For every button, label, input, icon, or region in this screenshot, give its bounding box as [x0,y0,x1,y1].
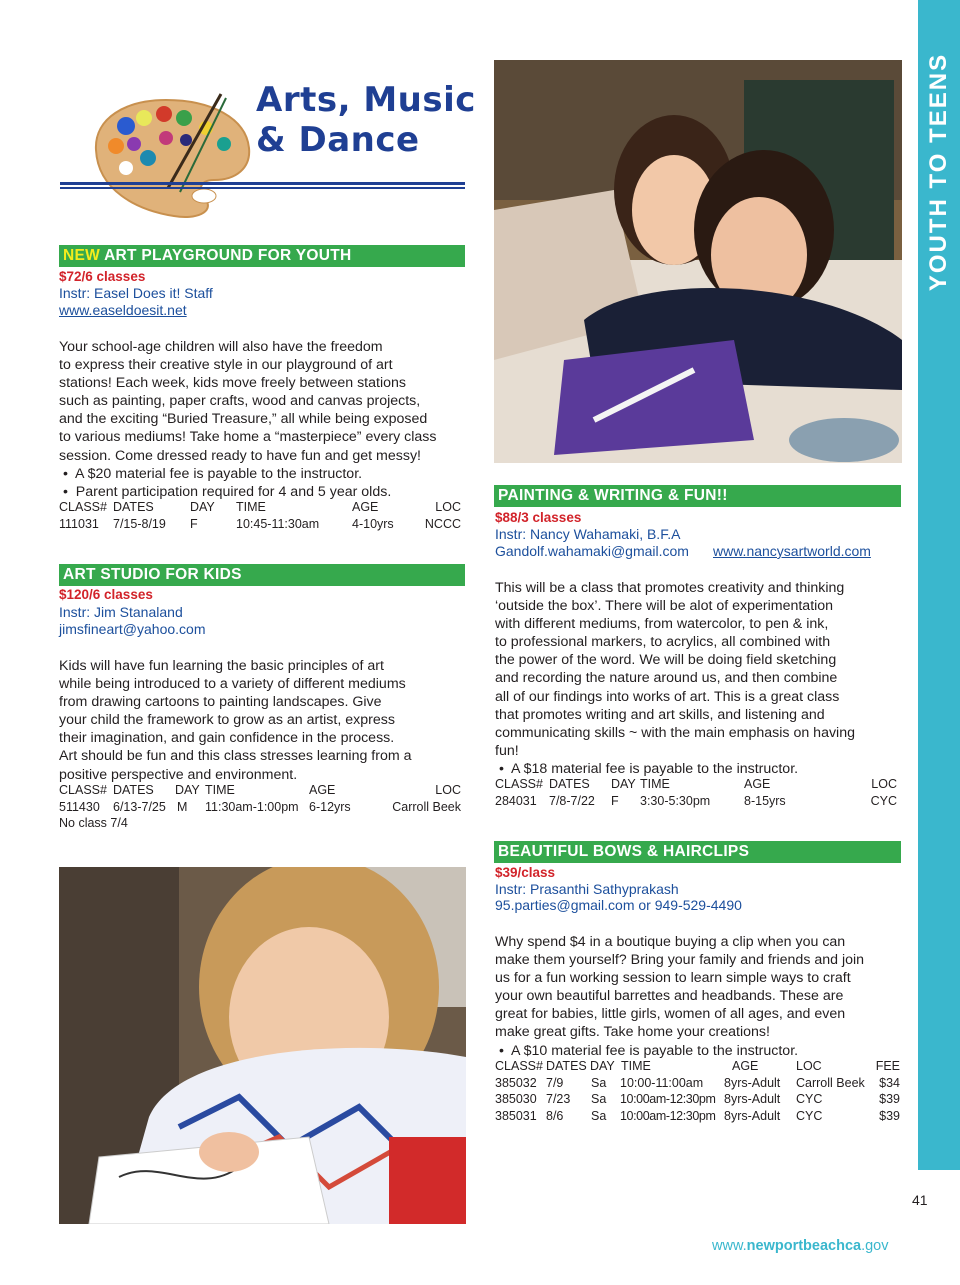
website-link[interactable]: www.easeldoesit.net [59,302,187,318]
instructor: Instr: Easel Does it! Staff [59,285,213,301]
instructor: Instr: Prasanthi Sathyprakash [495,881,679,897]
header-rule-bottom [60,187,465,189]
schedule-table [59,500,465,533]
table-header: CLASS# DATES DAY TIME AGE LOC FEE [495,1059,900,1073]
instructor: Instr: Jim Stanaland [59,604,183,620]
footer-website-link[interactable]: www.newportbeachca.gov [712,1238,889,1254]
paint-palette-logo [86,88,258,220]
table-note: No class 7/4 [59,816,128,830]
page-number: 41 [912,1192,928,1208]
photo-child-drawing [59,867,466,1224]
schedule-table [495,1059,900,1125]
contact-info[interactable]: 95.parties@gmail.com or 949-529-4490 [495,897,742,913]
table-row: 111031 7/15-8/19 F 10:45-11:30am 4-10yrs NCCC [59,516,461,531]
description: Kids will have fun learning the basic principles of art while being introduced to a variety of different mediums from drawing cartoons to painting landscapes. Give your child the framework to grow as an artist, express their imagination, and gain confidence in the process. Art should be fun and this class stresses learning from a positive perspective and environment. [59,658,412,783]
new-tag: NEW [63,247,101,264]
price: $72/6 classes [59,269,146,284]
description: Why spend $4 in a boutique buying a clip when you can make them yourself? Bring your family and friends and join us for a fun working session to learn simple ways to craft your own beautiful barrettes and headbands. These are great for babies, little girls, women of all ages, and even make great gifts. Take home your creations! • A $10 material fee is payable to the instructor. [495,933,900,1060]
section-header-art-studio: ART STUDIO FOR KIDS [59,564,465,586]
schedule-table [59,783,465,833]
header-rule-top [60,182,465,185]
description: This will be a class that promotes creativity and thinking ‘outside the box’. There will be alot of experimentation with different mediums, from watercolor, to pen & ink, to professional markers, to acrylics, all combined with the power of the word. We will be doing field sketching and recording the nature around us, and then combine all of our findings into works of art. This is a great class that promotes writing and art skills, and listening and communicating skills ~ with the main emphasis on having fun! • A $18 material fee is payable to the instructor. [495,579,900,778]
price: $88/3 classes [495,510,582,525]
photo-girls-painting [494,60,902,463]
table-header: CLASS# DATES DAY TIME AGE LOC [59,500,461,514]
bullet-item: • A $10 material fee is payable to the instructor. [495,1042,799,1059]
section-header-bows-hairclips: BEAUTIFUL BOWS & HAIRCLIPS [494,841,901,863]
bullet-item: • A $20 material fee is payable to the instructor. [59,465,363,482]
section-label: YOUTH TO TEENS [925,52,952,292]
table-row: 511430 6/13-7/25 M 11:30am-1:00pm 6-12yrs Carroll Beek [59,799,461,814]
table-row: 385031 8/6 Sa 10:00am-12:30pm 8yrs-Adult CYC $39 [495,1108,900,1123]
table-header: CLASS# DATES DAY TIME AGE LOC [59,783,461,797]
description: Your school-age children will also have the freedom to express their creative style in our playground of art stations! Each week, kids move freely between stations such as painting, paper crafts, wood and canvas projects, and the exciting “Buried Treasure,” all while being exposed to various mediums! Take home a “masterpiece” every class session. Come dressed ready to have fun and get messy! • A $20 material fee is payable to the instructor. • Parent participation required for 4 and 5 year olds. [59,338,469,501]
price: $39/class [495,865,556,880]
bullet-item: • A $18 material fee is payable to the instructor. [495,760,799,777]
table-row: 385030 7/23 Sa 10:00am-12:30pm 8yrs-Adult CYC $39 [495,1092,900,1106]
table-header: CLASS# DATES DAY TIME AGE LOC [495,777,897,791]
page-title-line1: Arts, Music [256,80,476,120]
website-link[interactable]: www.nancysartworld.com [713,543,871,559]
email-link[interactable]: jimsfineart@yahoo.com [59,621,206,637]
section-header-painting-writing: PAINTING & WRITING & FUN!! [494,485,901,507]
instructor: Instr: Nancy Wahamaki, B.F.A [495,526,681,542]
email-link[interactable]: Gandolf.wahamaki@gmail.com [495,543,689,559]
price: $120/6 classes [59,587,153,602]
table-row: 385032 7/9 Sa 10:00-11:00am 8yrs-Adult Carroll Beek $34 [495,1075,900,1090]
section-header-art-playground: NEW ART PLAYGROUND FOR YOUTH [59,245,465,267]
page-title-line2: & Dance [256,120,420,160]
schedule-table [495,777,897,810]
bullet-item: • Parent participation required for 4 and 5 year olds. [59,483,392,500]
table-row: 284031 7/8-7/22 F 3:30-5:30pm 8-15yrs CYC [495,793,897,808]
